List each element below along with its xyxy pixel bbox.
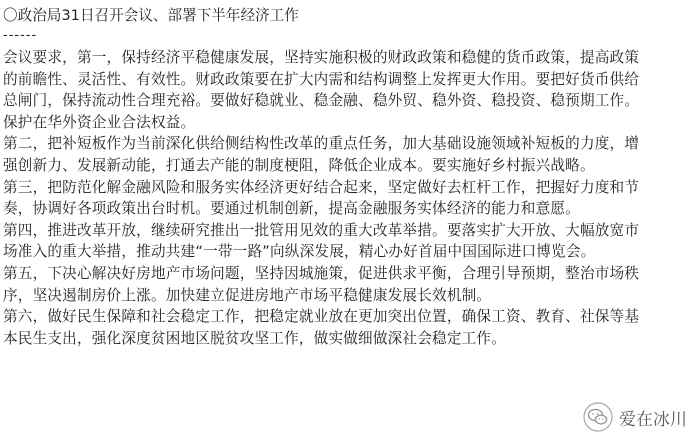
- paragraph-line: 序，坚决遏制房价上涨。加快建立促进房地产市场平稳健康发展长效机制。: [3, 286, 492, 304]
- paragraph-line: 本民生支出，强化深度贫困地区脱贫攻坚工作，做实做细做深社会稳定工作。: [3, 329, 506, 347]
- paragraph-line: 第二，把补短板作为当前深化供给侧结构性改革的重点任务，加大基础设施领域补短板的力度，增: [3, 135, 640, 153]
- paragraph-2: [3, 133, 687, 176]
- paragraph-4: [3, 220, 687, 263]
- document-body: [3, 6, 687, 349]
- paragraph-line: 的前瞻性、灵活性、有效性。财政政策要在扩大内需和结构调整上发挥更大作用。要把好货币供给: [3, 70, 640, 88]
- separator-line: ------: [3, 28, 38, 43]
- paragraph-line: 会议要求，第一，保持经济平稳健康发展，坚持实施积极的财政政策和稳健的货币政策，提高政策: [3, 49, 640, 66]
- paragraph-5: [3, 263, 687, 306]
- paragraph-line: 场准入的重大举措，推动共建“一带一路”向纵深发展，精心办好首届中国国际进口博览会。: [3, 243, 596, 261]
- watermark-text: 爱在冰川: [619, 409, 687, 430]
- paragraph-line: 第四，推进改革开放，继续研究推出一批管用见效的重大改革举措。要落实扩大开放、大幅放宽市: [3, 221, 640, 239]
- paragraph-line: 第三，把防范化解金融风险和服务实体经济更好结合起来，坚定做好去杠杆工作，把握好力度和节: [3, 178, 640, 196]
- paragraph-3: [3, 177, 687, 220]
- paragraph-line: 保护在华外资企业合法权益。: [3, 113, 196, 131]
- paragraph-1: [3, 47, 687, 133]
- paragraph-line: 强创新力、发展新动能，打通去产能的制度梗阻，降低企业成本。要实施好乡村振兴战略。: [3, 156, 595, 174]
- paragraph-line: 第六，做好民生保障和社会稳定工作，把稳定就业放在更加突出位置，确保工资、教育、社保等基: [3, 308, 640, 326]
- paragraph-line: 总闸门，保持流动性合理充裕。要做好稳就业、稳金融、稳外贸、稳外资、稳投资、稳预期工作。: [3, 92, 640, 110]
- article-title: 〇政治局31日召开会议、部署下半年经济工作: [3, 7, 299, 24]
- paragraph-6: [3, 306, 687, 349]
- paragraph-line: 奏，协调好各项政策出台时机。要通过机制创新，提高金融服务实体经济的能力和意愿。: [3, 200, 580, 218]
- watermark: [583, 402, 687, 432]
- wechat-icon: [583, 402, 613, 432]
- paragraph-line: 第五，下决心解决好房地产市场问题，坚持因城施策，促进供求平衡，合理引导预期，整治市场秩: [3, 264, 640, 282]
